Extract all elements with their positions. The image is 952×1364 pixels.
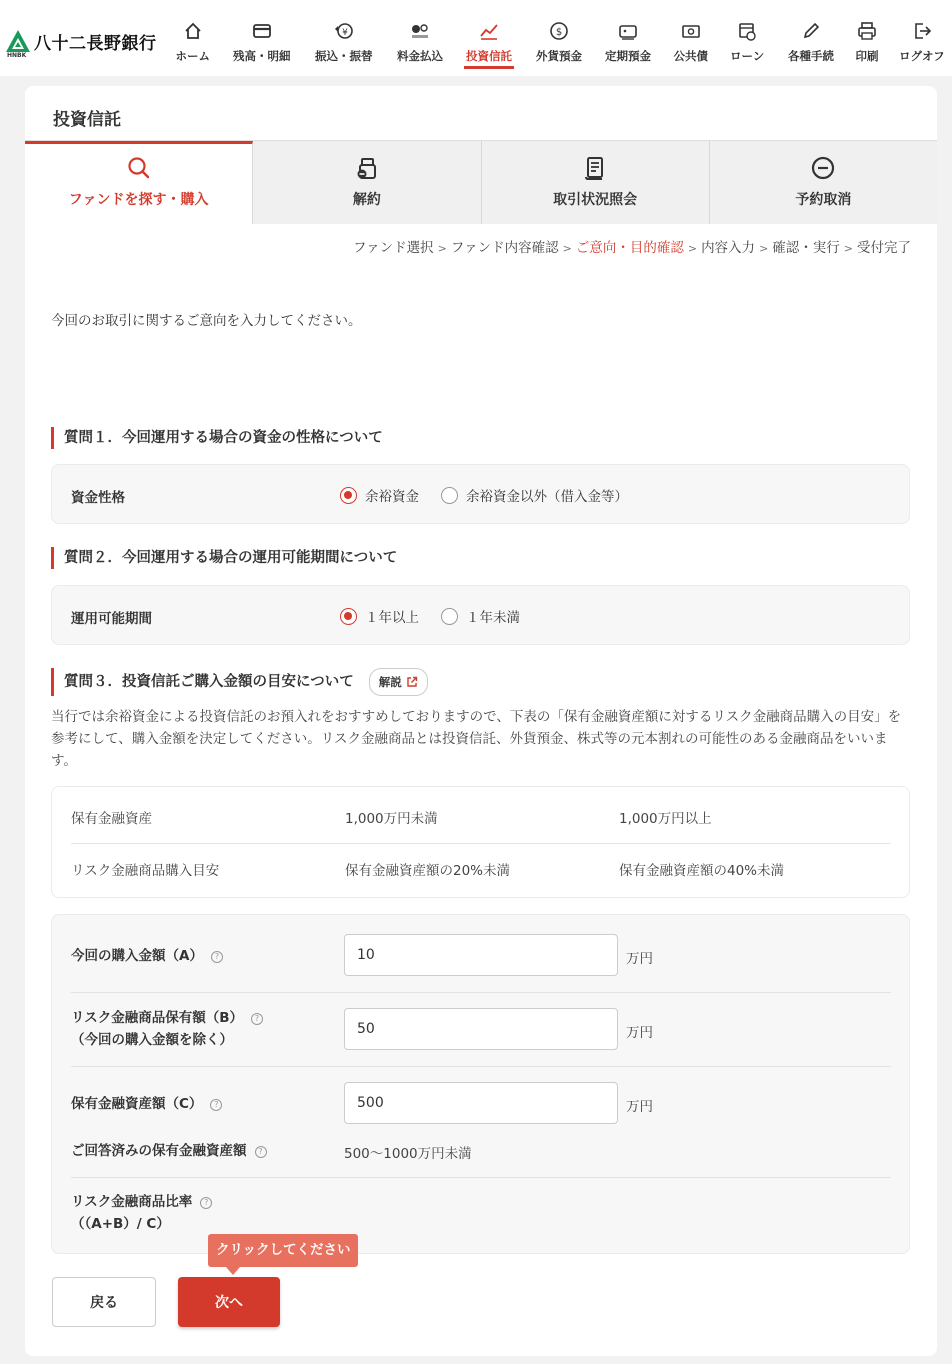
nav-item-0[interactable] [176, 20, 211, 64]
row-divider [71, 1177, 891, 1178]
nav-label: 料金払込 [397, 49, 443, 63]
risk-holdings-note: （今回の購入金額を除く） [71, 1032, 233, 1048]
home-icon [182, 20, 204, 42]
help-icon[interactable]: ? [200, 1197, 212, 1209]
radio-circle[interactable] [441, 487, 458, 504]
nav-label: ログオフ [899, 49, 945, 63]
purchase-amount-label-text: 今回の購入金額（A） [71, 948, 203, 964]
question-2-heading: 質問２．今回運用する場合の運用可能期間について [51, 547, 397, 569]
tab-reservation-cancel[interactable] [710, 141, 937, 224]
bank-name: 八十二長野銀行 [34, 33, 157, 54]
step-separator: > [687, 242, 698, 255]
risk-ratio-label-text: リスク金融商品比率 [71, 1194, 193, 1210]
step-item: 確認・実行 [772, 240, 840, 256]
explanation-link[interactable] [369, 668, 428, 696]
next-button[interactable]: 次へ [178, 1277, 280, 1327]
unit-label: 万円 [626, 1099, 653, 1115]
explanation-label: 解説 [378, 675, 402, 689]
table-cell: リスク金融商品購入目安 [71, 863, 220, 879]
nav-item-8[interactable] [730, 20, 764, 64]
risk-ratio-formula: （（A+B）/ C） [71, 1216, 170, 1232]
bank-logo[interactable] [5, 28, 157, 54]
minus-circle-icon [810, 155, 836, 181]
purchase-amount-input[interactable] [344, 934, 618, 976]
logout-icon [911, 20, 933, 42]
fund-nature-radio-surplus[interactable] [340, 485, 419, 505]
table-cell: 保有金融資産 [71, 811, 152, 827]
bond-icon [680, 20, 702, 42]
row-divider [71, 1066, 891, 1067]
active-nav-underline [464, 66, 514, 69]
answered-assets-value: 500～1000万円未満 [344, 1146, 472, 1162]
radio-circle[interactable] [340, 487, 357, 504]
bank-sub-label: HNBK [7, 52, 27, 59]
nav-item-6[interactable] [605, 20, 651, 64]
radio-label: １年未満 [466, 610, 520, 626]
question-3-description: 当行では余裕資金による投資信託のお預入れをおすすめしておりますので、下表の「保有金融資産額に対するリスク金融商品購入の目安」を参考にして、購入金額を決定してください。リスク金融商品とは投資信託、外貨預金、株式等の元本割れの可能性のある金融商品をいいます。 [51, 709, 902, 769]
unit-label: 万円 [626, 951, 653, 967]
question-1-box [51, 464, 910, 524]
risk-guideline-table [51, 786, 910, 898]
nav-item-11[interactable] [899, 20, 945, 64]
step-separator: > [437, 242, 447, 255]
nav-label: 定期預金 [605, 49, 651, 63]
fund-nature-label: 資金性格 [71, 490, 125, 506]
risk-holdings-label-text: リスク金融商品保有額（B） [71, 1010, 244, 1026]
search-icon [126, 155, 152, 181]
help-icon[interactable]: ? [210, 1099, 222, 1111]
step-item: 受付完了 [857, 240, 911, 256]
table-cell: 1,000万円未満 [345, 811, 438, 827]
step-item: 内容入力 [701, 240, 756, 256]
loan-icon [736, 20, 758, 42]
progress-steps [353, 236, 911, 256]
table-cell: 保有金融資産額の40%未満 [619, 863, 785, 879]
nav-item-5[interactable] [536, 20, 582, 64]
nav-item-2[interactable] [315, 20, 373, 64]
row-divider [71, 992, 891, 993]
tab-cancel[interactable] [253, 141, 481, 224]
nav-label: 投資信託 [466, 49, 512, 63]
financial-assets-label [71, 1093, 222, 1115]
period-radio-under-1-year[interactable] [441, 606, 520, 626]
nav-label: 残高・明細 [233, 49, 291, 63]
financial-assets-label-text: 保有金融資産額（C） [71, 1096, 203, 1112]
radio-label: 余裕資金 [365, 489, 419, 505]
page-title: 投資信託 [53, 110, 121, 130]
back-button[interactable]: 戻る [52, 1277, 156, 1327]
help-icon[interactable]: ? [211, 951, 223, 963]
step-separator: > [759, 242, 769, 255]
chart-icon [478, 20, 500, 42]
tab-label: 取引状況照会 [553, 192, 638, 208]
deposit-icon [617, 20, 639, 42]
nav-item-9[interactable] [788, 20, 834, 64]
payeasy-icon [409, 20, 431, 42]
nav-label: 振込・振替 [315, 49, 373, 63]
printer-icon [856, 20, 878, 42]
tab-label: 予約取消 [795, 192, 852, 208]
main-card [25, 86, 937, 1356]
help-icon[interactable]: ? [255, 1146, 267, 1158]
answered-assets-label-text: ご回答済みの保有金融資産額 [71, 1143, 247, 1159]
question-3-heading-text: 質問３．投資信託ご購入金額の目安について [64, 674, 354, 690]
investment-period-radio-group [340, 606, 542, 626]
question-3-heading [51, 668, 428, 696]
card-icon [251, 20, 273, 42]
pen-icon [800, 20, 822, 42]
answered-assets-label [71, 1140, 267, 1162]
external-link-icon [406, 676, 418, 688]
radio-circle[interactable] [340, 608, 357, 625]
nav-label: 印刷 [855, 49, 879, 63]
svg-text:$: $ [555, 27, 563, 38]
table-cell: 保有金融資産額の20%未満 [345, 863, 511, 879]
nav-label: ローン [730, 49, 765, 63]
nav-label: 公共債 [673, 49, 708, 63]
question-2-box [51, 585, 910, 645]
nav-label: ホーム [175, 49, 210, 63]
investment-period-label: 運用可能期間 [71, 611, 152, 627]
step-separator: > [562, 242, 572, 255]
document-icon [582, 155, 608, 181]
fund-nature-radio-borrowed[interactable] [441, 485, 628, 505]
risk-ratio-label [71, 1191, 212, 1235]
radio-circle[interactable] [441, 608, 458, 625]
table-cell: 1,000万円以上 [619, 811, 712, 827]
nav-item-7[interactable] [674, 20, 709, 64]
nav-item-3[interactable] [397, 20, 443, 64]
question-1-heading: 質問１．今回運用する場合の資金の性格について [51, 427, 383, 449]
transfer-icon [333, 20, 355, 42]
financial-assets-input[interactable] [344, 1082, 618, 1124]
dollar-icon [548, 20, 570, 42]
nav-item-4[interactable] [466, 20, 512, 64]
tab-label: ファンドを探す・購入 [68, 192, 209, 208]
radio-label: １年以上 [365, 610, 419, 626]
tab-transaction-status[interactable] [482, 141, 710, 224]
nav-item-1[interactable] [233, 20, 291, 64]
help-icon[interactable]: ? [251, 1013, 263, 1025]
bank-logo-mark-icon [5, 28, 31, 54]
sub-tabs [25, 140, 937, 224]
global-header [0, 0, 952, 76]
period-radio-over-1-year[interactable] [340, 606, 419, 626]
step-item: ファンド選択 [352, 240, 434, 256]
step-item: ファンド内容確認 [450, 240, 559, 256]
step-item: ご意向・目的確認 [575, 240, 684, 256]
step-separator: > [843, 242, 853, 255]
unit-label: 万円 [626, 1025, 653, 1041]
tab-find-purchase[interactable] [25, 141, 253, 224]
purchase-amount-label [71, 945, 223, 967]
table-row [71, 843, 891, 895]
fund-nature-radio-group [340, 485, 650, 505]
risk-holdings-label [71, 1007, 263, 1051]
cancel-bag-icon [354, 155, 380, 181]
table-row [71, 791, 891, 843]
nav-label: 外貨預金 [536, 49, 582, 63]
svg-text:¥: ¥ [341, 28, 348, 38]
nav-item-10[interactable] [856, 20, 879, 64]
tab-label: 解約 [352, 192, 381, 208]
intro-text: 今回のお取引に関するご意向を入力してください。 [51, 313, 362, 329]
purchase-calculation-box [51, 914, 910, 1254]
risk-holdings-input[interactable] [344, 1008, 618, 1050]
radio-label: 余裕資金以外（借入金等） [466, 489, 628, 505]
nav-label: 各種手続 [788, 49, 834, 63]
click-hint-tooltip: クリックしてください [208, 1234, 358, 1267]
